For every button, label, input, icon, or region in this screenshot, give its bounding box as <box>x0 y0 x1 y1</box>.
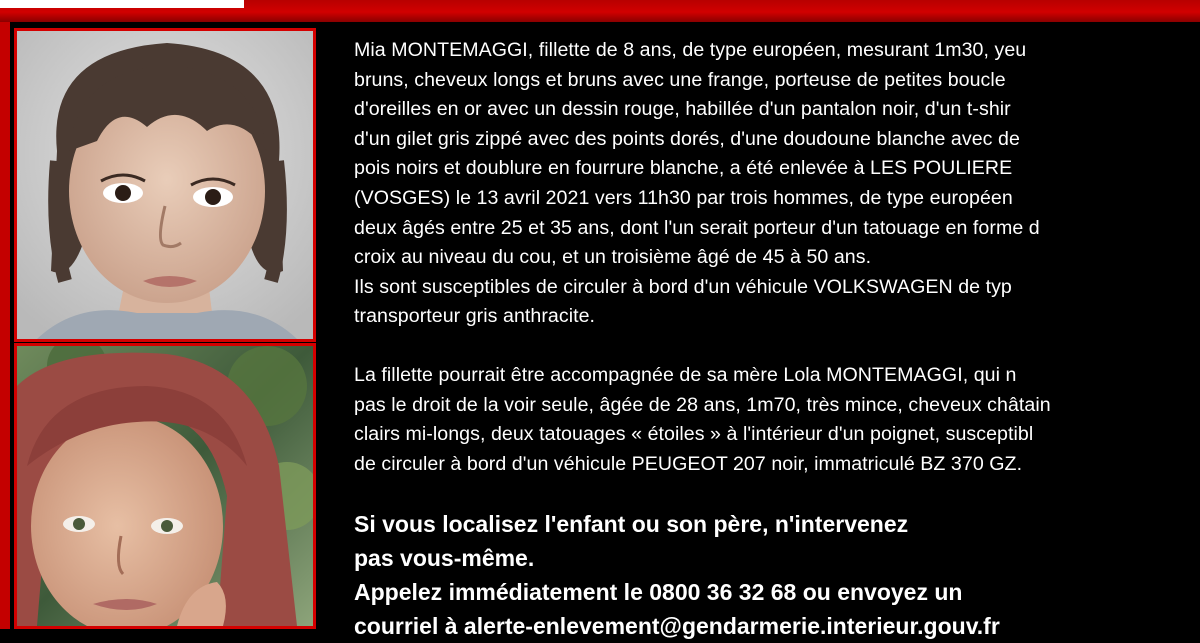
description-line: Mia MONTEMAGGI, fillette de 8 ans, de type européen, mesurant 1m30, yeu <box>354 39 1027 61</box>
child-portrait-image <box>17 31 313 339</box>
warning-line: pas vous-même. <box>354 545 535 572</box>
left-red-border <box>0 22 10 629</box>
description-line: pois noirs et doublure en fourrure blanche, a été enlevée à LES POULIERE <box>354 157 1013 180</box>
description-line: d'un gilet gris zippé avec des points dorés, d'une doudoune blanche avec de <box>354 127 1020 150</box>
child-photo <box>14 28 316 342</box>
mother-portrait-image <box>17 346 313 626</box>
description-line: deux âgés entre 25 et 35 ans, dont l'un serait porteur d'un tatouage en forme d <box>354 216 1040 239</box>
description-paragraph <box>354 36 1200 332</box>
notice-text <box>354 36 1200 643</box>
warning-line: Si vous localisez l'enfant ou son père, n'intervenez <box>354 511 909 538</box>
top-white-strip <box>0 0 244 8</box>
description-line: d'oreilles en or avec un dessin rouge, habillée d'un pantalon noir, d'un t-shir <box>354 98 1011 121</box>
mother-line: de circuler à bord d'un véhicule PEUGEOT 207 noir, immatriculé BZ 370 GZ. <box>354 452 1023 475</box>
email-line: courriel à alerte-enlevement@gendarmerie.interieur.gouv.fr <box>354 613 1000 640</box>
description-line: transporteur gris anthracite. <box>354 305 596 328</box>
mother-line: clairs mi-longs, deux tatouages « étoiles » à l'intérieur d'un poignet, susceptibl <box>354 423 1034 446</box>
mother-paragraph <box>354 361 1200 479</box>
description-line: Ils sont susceptibles de circuler à bord d'un véhicule VOLKSWAGEN de typ <box>354 275 1012 298</box>
warning-message <box>354 507 1200 643</box>
mother-photo <box>14 343 316 629</box>
description-line: croix au niveau du cou, et un troisième âgé de 45 à 50 ans. <box>354 246 872 269</box>
description-line: (VOSGES) le 13 avril 2021 vers 11h30 par trois hommes, de type européen <box>354 186 1013 209</box>
mother-line: La fillette pourrait être accompagnée de sa mère Lola MONTEMAGGI, qui n <box>354 363 1017 386</box>
mother-line: pas le droit de la voir seule, âgée de 28 ans, 1m70, très mince, cheveux châtain <box>354 393 1051 416</box>
description-line: bruns, cheveux longs et bruns avec une frange, porteuse de petites boucle <box>354 68 1006 91</box>
phone-line: Appelez immédiatement le 0800 36 32 68 ou envoyez un <box>354 579 963 606</box>
